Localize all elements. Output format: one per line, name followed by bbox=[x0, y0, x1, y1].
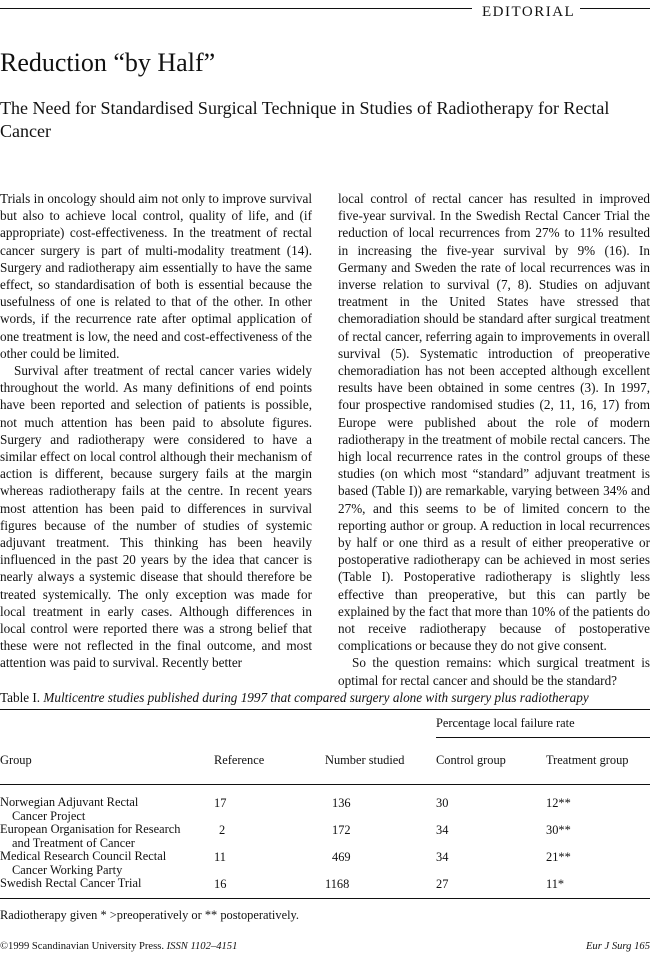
article-subtitle: The Need for Standardised Surgical Technique in Studies of Radiotherapy for Rectal Cancer bbox=[0, 98, 610, 141]
table-row bbox=[0, 823, 200, 850]
group-name: Norwegian Adjuvant Rectal bbox=[0, 795, 139, 809]
control-cell: 30 bbox=[436, 796, 449, 810]
group-name: Swedish Rectal Cancer Trial bbox=[0, 876, 142, 890]
treatment-cell: 11* bbox=[546, 877, 565, 891]
reference-cell: 2 bbox=[219, 823, 226, 837]
table-rule-bottom bbox=[0, 898, 650, 899]
number-cell: 172 bbox=[332, 823, 351, 837]
column-header-reference: Reference bbox=[214, 753, 265, 767]
copyright: ©1999 Scandinavian University Press. bbox=[0, 941, 164, 952]
column-header-treatment: Treatment group bbox=[546, 753, 629, 767]
group-name: Medical Research Council Rectal bbox=[0, 849, 167, 863]
footer-left bbox=[0, 941, 237, 952]
number-cell: 1168 bbox=[325, 877, 350, 891]
body-column-left bbox=[0, 190, 312, 672]
group-name: European Organisation for Research bbox=[0, 822, 181, 836]
table-label: Table I. bbox=[0, 690, 41, 705]
table-row bbox=[0, 850, 200, 877]
table-caption-text: Multicentre studies published during 1997 that compared surgery alone with surgery plus radiotherapy bbox=[43, 690, 589, 705]
treatment-cell: 30** bbox=[546, 823, 571, 837]
paragraph: So the question remains: which surgical treatment is optimal for rectal cancer and should be the standard? bbox=[338, 655, 650, 688]
journal-ref: Eur J Surg 165 bbox=[585, 941, 650, 952]
control-cell: 34 bbox=[436, 823, 449, 837]
table-rule-span bbox=[436, 737, 650, 738]
section-tag: EDITORIAL bbox=[478, 4, 579, 21]
column-header-group: Group bbox=[0, 753, 32, 767]
control-cell: 27 bbox=[436, 877, 449, 891]
table-row bbox=[0, 877, 200, 891]
header-rule bbox=[0, 4, 650, 20]
span-header: Percentage local failure rate bbox=[436, 716, 575, 730]
table-rule-top bbox=[0, 709, 650, 710]
treatment-cell: 12** bbox=[546, 796, 571, 810]
table-footnote: Radiotherapy given * >preoperatively or ** postoperatively. bbox=[0, 908, 299, 922]
control-cell: 34 bbox=[436, 850, 449, 864]
header-line-right bbox=[580, 8, 650, 9]
group-name-cont: Cancer Project bbox=[12, 808, 86, 823]
reference-cell: 16 bbox=[214, 877, 227, 891]
reference-cell: 17 bbox=[214, 796, 227, 810]
group-name-cont: Cancer Working Party bbox=[12, 862, 123, 877]
paragraph: Survival after treatment of rectal cancer varies widely throughout the world. As many definitions of end points have been reported and selection of patients is possible, not much attention has been paid to absolute figures. Surgery and radiotherapy were considered to have a similar effect on local control although their mechanism of action is different, because surgery fails at the margin whereas radiotherapy fails at the centre. In recent years most attention has been paid to differences in survival figures because of the number of studies of systemic adjuvant treatment. This thinking has been heavily influenced in the past 20 years by the idea that cancer is nearly always a systemic disease that should therefore be treated systemically. The only exception was made for local treatment in early cases. Although differences in local control were reported there was a strong belief that these were not reflected in the final outcome, and most attention was paid to survival. Recently better bbox=[0, 363, 312, 671]
reference-cell: 11 bbox=[214, 850, 226, 864]
header-line-left bbox=[0, 8, 472, 9]
table-caption bbox=[0, 689, 650, 706]
number-cell: 469 bbox=[332, 850, 351, 864]
article-title: Reduction “by Half” bbox=[0, 48, 216, 77]
table-row bbox=[0, 796, 200, 823]
treatment-cell: 21** bbox=[546, 850, 571, 864]
group-name-cont: and Treatment of Cancer bbox=[12, 835, 135, 850]
paragraph: Trials in oncology should aim not only to improve survival but also to achieve local control, quality of life, and (if appropriate) cost-effectiveness. In the treatment of rectal cancer surgery is part of multi-modality treatment (14). Surgery and radiotherapy aim essentially to have the same effect, so standardisation of both is essential because the usefulness of one is related to that of the other. In other words, if the recurrence rate after optimal application of one treatment is low, the need and cost-effectiveness of the other could be limited. bbox=[0, 191, 312, 361]
issn: ISSN 1102–4151 bbox=[166, 941, 238, 952]
paragraph: local control of rectal cancer has resulted in improved five-year survival. In the Swedish Rectal Cancer Trial the reduction of local recurrences from 27% to 11% resulted in increasing the five-year survival by 9% (16). In Germany and Sweden the rate of local recurrences was in inverse relation to survival (7, 8). Studies on adjuvant treatment in the United States have stressed that chemoradiation should be standard after surgical treatment of rectal cancer, referring again to improvements in overall survival (5). Systematic introduction of preoperative chemoradiation has not been accepted although excellent results have been obtained in some centres (3). In 1997, four prospective randomised studies (2, 11, 16, 17) from Europe were published about the role of modern radiotherapy in the treatment of mobile rectal cancers. The high local recurrence rates in the control groups of these studies (on which most “standard” adjuvant treatment is based (Table I)) are remarkable, varying between 34% and 27%, and this seems to be of limited concern to the reporting author or group. A reduction in local recurrences by half or one third as a result of either preoperative or postoperative radiotherapy can be achieved in most series (Table I). Postoperative radiotherapy is slightly less effective than preoperative, but this can partly be explained by the fact that more than 10% of the patients do not receive radiotherapy because of postoperative complications or because they do not give consent. bbox=[338, 191, 650, 654]
table-rule-mid bbox=[0, 784, 650, 785]
column-header-number: Number studied bbox=[325, 753, 405, 767]
column-header-control: Control group bbox=[436, 753, 506, 767]
number-cell: 136 bbox=[332, 796, 351, 810]
body-column-right bbox=[338, 190, 650, 689]
